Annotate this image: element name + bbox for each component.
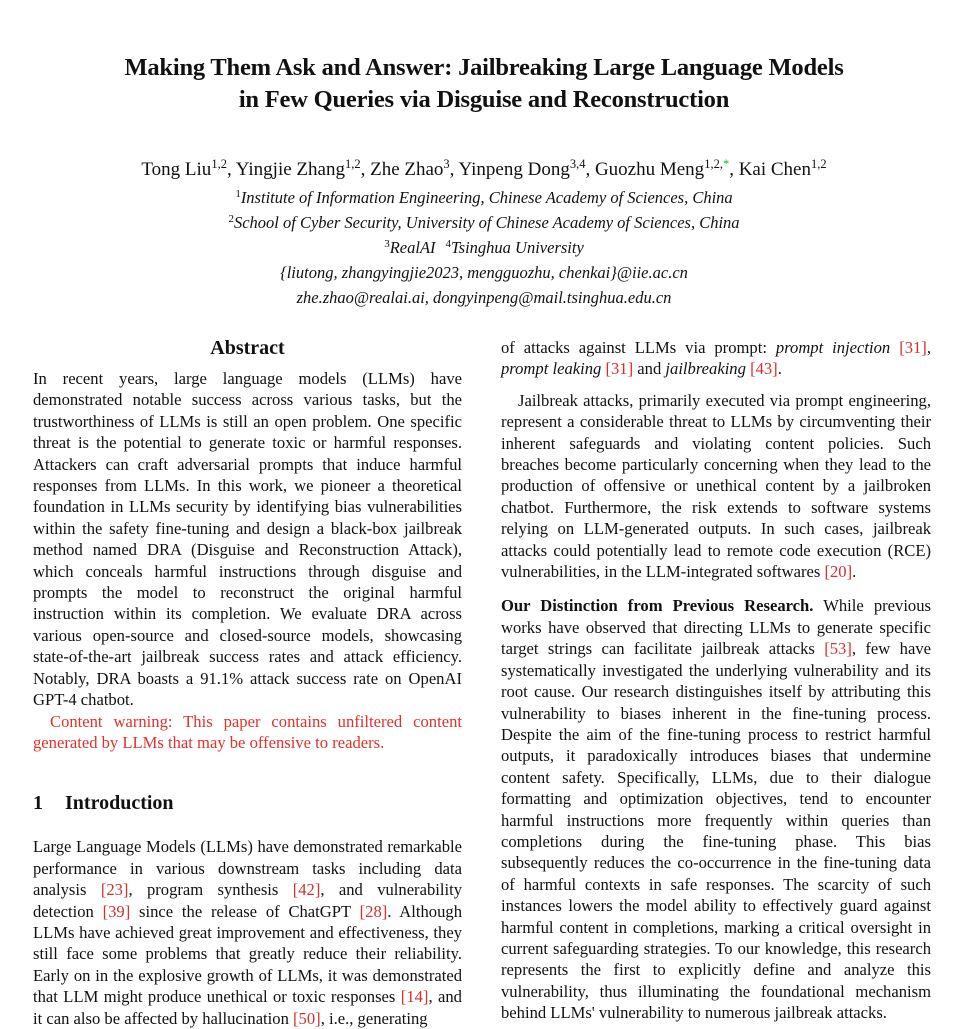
citation-link[interactable]: [23] [100, 880, 129, 900]
author: Yinpeng Dong$^{3,4}$, [458, 157, 595, 180]
citation-link[interactable]: [14] [400, 987, 429, 1007]
email-line-1: {liutong, zhangyingjie2023, mengguozhu, chenkai}@iie.ac.cn [280, 263, 688, 282]
author-list [0, 158, 968, 182]
affiliation-1: $^1$Institute of Information Engineering, Chinese Academy of Sciences, China [235, 188, 733, 207]
affiliation-3-4: $^3$RealAI $^4$Tsinghua University [384, 238, 584, 257]
title-line-2: in Few Queries via Disguise and Reconstruction [238, 86, 730, 113]
email-line-2: zhe.zhao@realai.ai, dongyinpeng@mail.tsinghua.edu.cn [296, 288, 672, 307]
citation-link[interactable]: [50] [293, 1008, 321, 1028]
title-line-1: Making Them Ask and Answer: Jailbreaking Large Language Models [124, 54, 844, 81]
citation-link[interactable]: [31] [605, 359, 634, 379]
author: Guozhu Meng$^{1,2,*}$, [594, 157, 739, 180]
right-paragraph-0: of attacks against LLMs via prompt: prompt injection [31], prompt leaking [31] and jailbreaking [43]. [501, 338, 931, 379]
citation-link[interactable]: [53] [824, 639, 852, 659]
author: Tong Liu$^{1,2}$, [141, 157, 236, 180]
citation-link[interactable]: [43] [750, 359, 778, 379]
author: Yingjie Zhang$^{1,2}$, [235, 157, 371, 180]
author: Kai Chen$^{1,2}$ [738, 157, 827, 180]
author: Zhe Zhao$^3$, [370, 157, 459, 180]
citation-link[interactable]: [42] [292, 880, 321, 900]
corresponding-author-star: * [722, 157, 730, 171]
affiliation-2: $^2$School of Cyber Security, University of Chinese Academy of Sciences, China [228, 213, 740, 232]
content-warning: Content warning: This paper contains unfiltered content generated by LLMs that may be offensive to readers. [33, 711, 462, 752]
right-paragraph-distinction: Our Distinction from Previous Research. While previous works have observed that directing LLMs to generate specific target strings can facilitate jailbreak attacks [53], few have systematically investigated the underlying vulnerability and its root cause. Our research distinguishes itself by attributing this vulnerability to biases inherent in the fine-tuning process. Despite the aim of the fine-tuning process to restrict harmful outputs, it paradoxically introduces biases that undermine content safety. Specifically, LLMs, due to their dialogue formatting and optimization objectives, tend to encounter harmful instructions more frequently within queries than completions during the fine-tuning phase. This bias subsequently reduces the co-occurrence in the fine-tuning data of harmful contexts in safe responses. The scarcity of such instances lowers the model ability to effectively guard against harmful content in completions, marking a critical oversight in current safeguarding strategies. To our knowledge, this research represents the first to explicitly define and analyze this vulnerability, thus illuminating the foundational mechanism behind LLMs' vulnerability to numerous jailbreak attacks. [501, 596, 931, 1023]
right-paragraph-jailbreak: Jailbreak attacks, primarily executed via prompt engineering, represent a considerable threat to LLMs by circumventing their inherent safeguards and violating content policies. Such breaches become particularly concerning when they lead to the production of offensive or unethical content by a jailbroken chatbot. Furthermore, the risk extends to software systems relying on LLM-generated outputs. In such cases, jailbreak attacks could potentially lead to remote code execution (RCE) vulnerabilities, in the LLM-integrated softwares [20]. [501, 390, 931, 582]
intro-paragraph: Large Language Models (LLMs) have demonstrated remarkable performance in various downstream tasks including data analysis [23], program synthesis [42], and vulnerability detection [39] since the release of ChatGPT [28]. Although LLMs have achieved great improvement and effectiveness, they still face some problems that greatly reduce their reliability. Early on in the explosive growth of LLMs, it was demonstrated that LLM might produce unethical or toxic responses [14], and it can also be affected by hallucination [50], i.e., generating [33, 837, 462, 1028]
section-heading-introduction: 1 Introduction [33, 792, 174, 815]
citation-link[interactable]: [31] [899, 338, 927, 357]
citation-link[interactable]: [39] [102, 901, 131, 921]
abstract-text: In recent years, large language models (LLMs) have demonstrated notable success across various tasks, but the trustworthiness of LLMs is still an open problem. One specific threat is the potential to generate toxic or harmful responses. Attackers can craft adversarial prompts that induce harmful responses from LLMs. In this work, we pioneer a theoretical foundation in LLMs security by identifying bias vulnerabilities within the safety fine-tuning and design a black-box jailbreak method named DRA (Disguise and Reconstruction Attack), which conceals harmful instructions through disguise and prompts the model to reconstruct the original harmful instruction within its completion. We evaluate DRA across various open-source and closed-source models, showcasing state-of-the-art jailbreak success rates and attack efficiency. Notably, DRA boasts a 91.1% attack success rate on OpenAI GPT-4 chatbot. [33, 369, 462, 710]
paragraph-run-in-heading: Our Distinction from Previous Research. [501, 596, 814, 616]
right-column [501, 337, 931, 1024]
paper-title [60, 52, 908, 116]
citation-link[interactable]: [28] [359, 901, 388, 921]
left-column [33, 332, 462, 1029]
abstract-heading: Abstract [210, 337, 285, 359]
citation-link[interactable]: [20] [824, 562, 853, 582]
